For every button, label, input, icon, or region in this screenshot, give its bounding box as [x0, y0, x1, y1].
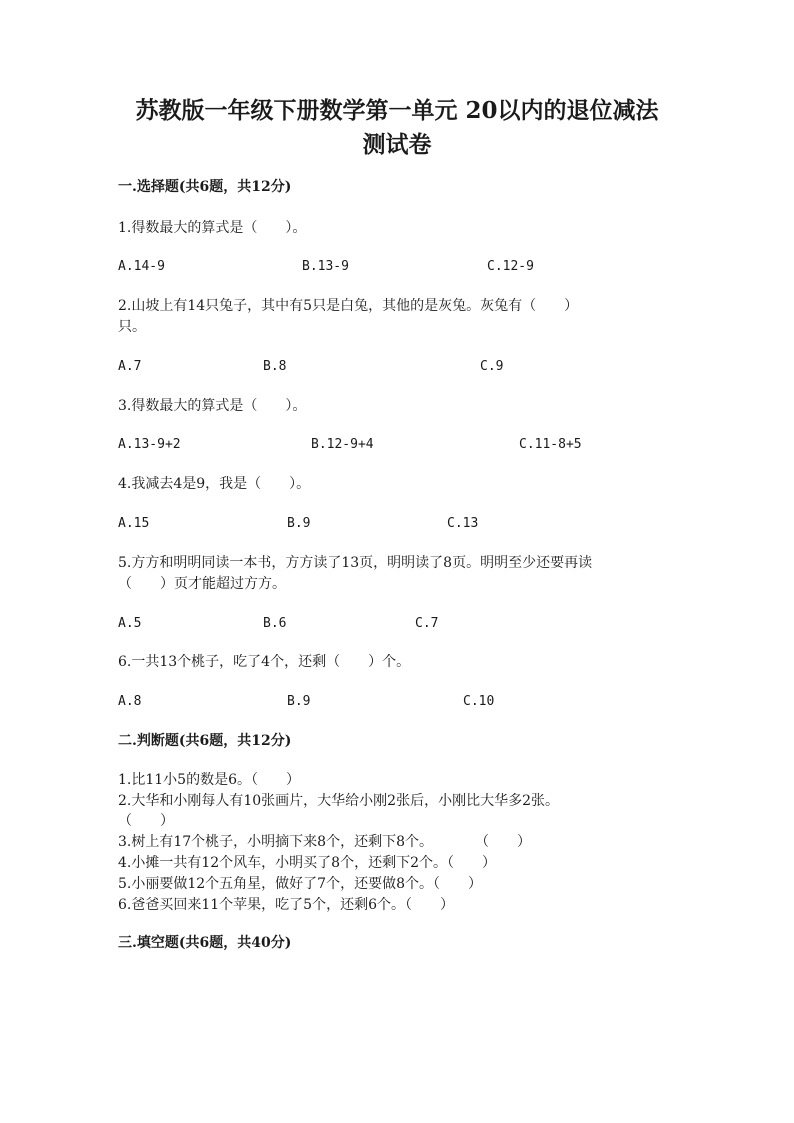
question-1: 1.得数最大的算式是（ ）。 — [118, 220, 307, 236]
option-3c: C.11-8+5 — [519, 437, 582, 452]
judge-item-2-brackets: （ ） — [118, 813, 174, 829]
question-3: 3.得数最大的算式是（ ）。 — [118, 398, 307, 414]
option-4c: C.13 — [447, 516, 479, 531]
option-6a: A.8 — [118, 694, 142, 709]
question-5-line2: （ ）页才能超过方方。 — [118, 576, 286, 592]
section-heading-choice: 一.选择题(共6题，共12分) — [118, 179, 292, 195]
question-6: 6.一共13个桃子，吃了4个，还剩（ ）个。 — [118, 654, 411, 670]
option-6b: B.9 — [287, 694, 311, 709]
option-4b: B.9 — [287, 516, 311, 531]
question-2-line2: 只。 — [118, 319, 146, 335]
option-1b: B.13-9 — [302, 259, 349, 274]
page-title: 苏教版一年级下册数学第一单元 20以内的退位减法 — [135, 97, 659, 124]
option-3a: A.13-9+2 — [118, 437, 181, 452]
option-2b: B.8 — [263, 359, 287, 374]
option-2c: C.9 — [480, 359, 504, 374]
judge-item-5: 5.小丽要做12个五角星，做好了7个，还要做8个。（ ） — [118, 876, 482, 892]
option-4a: A.15 — [118, 516, 150, 531]
option-1c: C.12-9 — [487, 259, 534, 274]
question-2-line1: 2.山坡上有14只兔子，其中有5只是白兔，其他的是灰兔。灰兔有（ ） — [118, 298, 579, 314]
option-2a: A.7 — [118, 359, 142, 374]
judge-item-6: 6.爸爸买回来11个苹果，吃了5个，还剩6个。（ ） — [118, 897, 454, 913]
option-5c: C.7 — [415, 616, 439, 631]
question-4: 4.我减去4是9，我是（ ）。 — [118, 476, 311, 492]
judge-item-4: 4.小摊一共有12个风车，小明买了8个，还剩下2个。（ ） — [118, 855, 496, 871]
option-1a: A.14-9 — [118, 259, 165, 274]
option-5a: A.5 — [118, 616, 142, 631]
judge-item-2: 2.大华和小刚每人有10张画片，大华给小刚2张后，小刚比大华多2张。 — [118, 793, 559, 809]
option-6c: C.10 — [463, 694, 495, 709]
section-heading-judge: 二.判断题(共6题，共12分) — [118, 733, 292, 749]
judge-item-3: 3.树上有17个桃子，小明摘下来8个，还剩下8个。 （ ） — [118, 834, 531, 850]
option-3b: B.12-9+4 — [311, 437, 374, 452]
question-5-line1: 5.方方和明明同读一本书，方方读了13页，明明读了8页。明明至少还要再读 — [118, 555, 593, 571]
page-title-line2: 测试卷 — [362, 131, 432, 158]
option-5b: B.6 — [263, 616, 287, 631]
judge-item-1: 1.比11小5的数是6。（ ） — [118, 772, 300, 788]
section-heading-fill: 三.填空题(共6题，共40分) — [118, 935, 292, 951]
